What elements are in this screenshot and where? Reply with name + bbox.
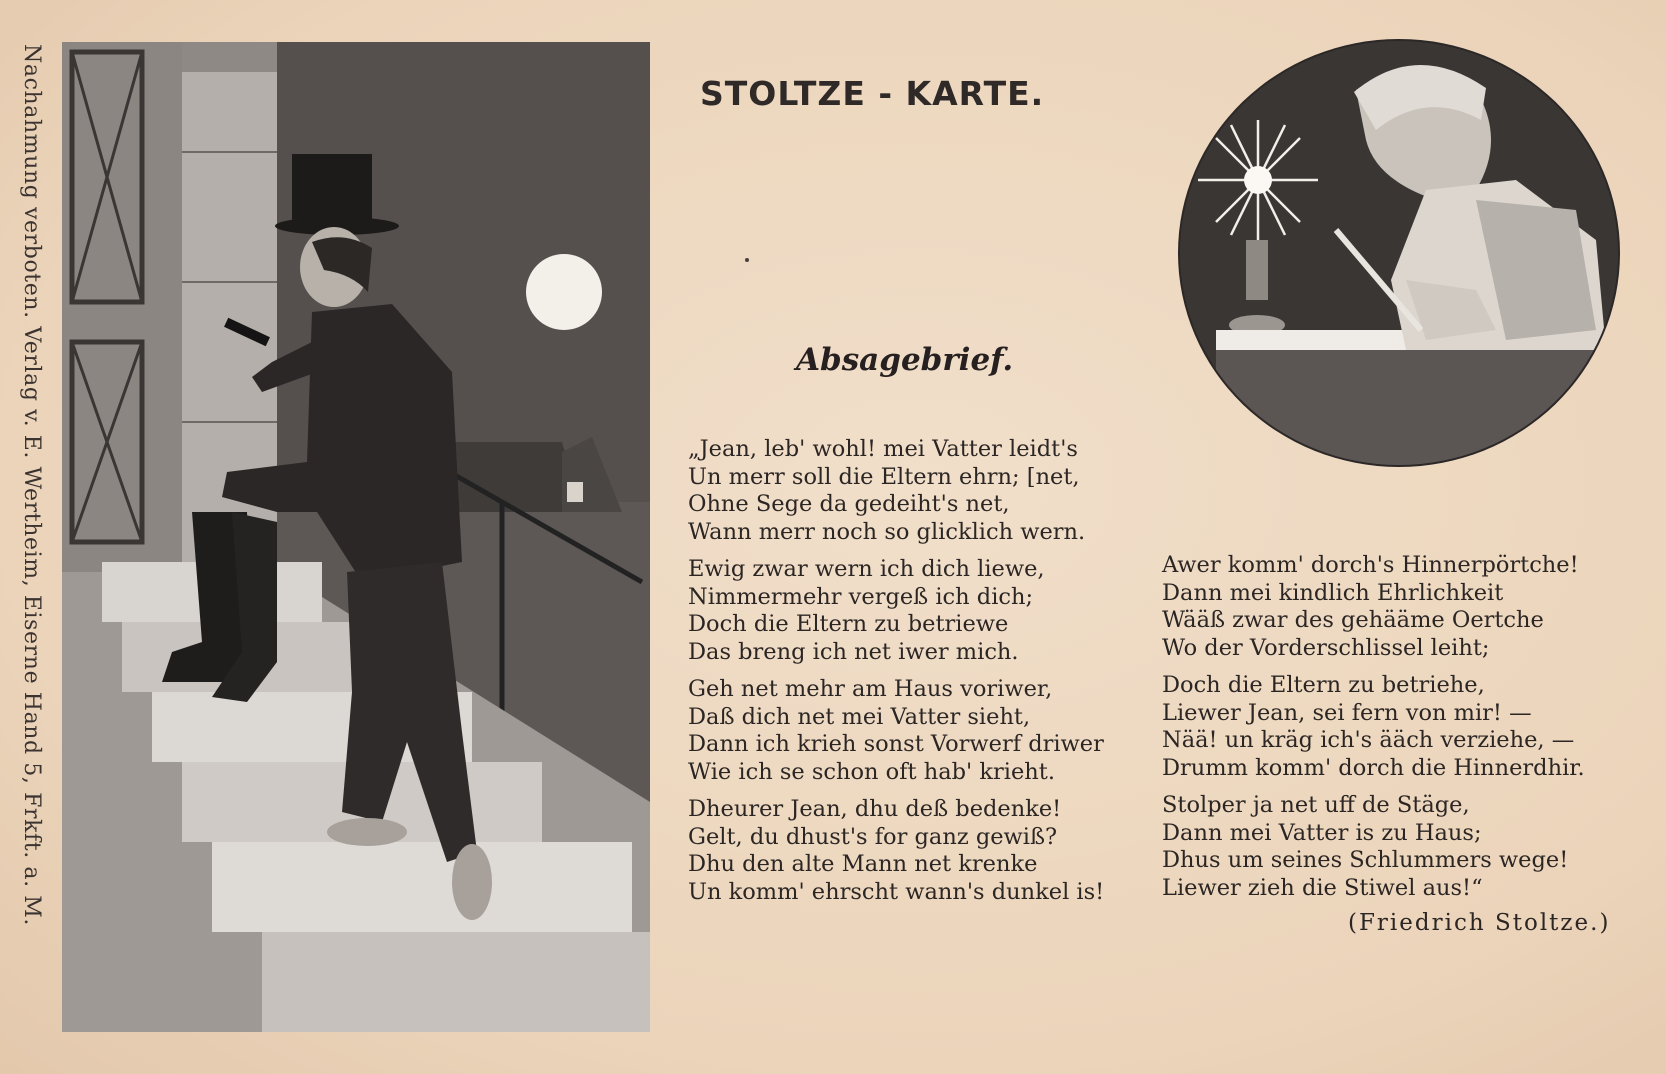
author-signature: (Friedrich Stoltze.) xyxy=(1348,910,1611,936)
poem-line: Awer komm' dorch's Hinnerpörtche! xyxy=(1162,552,1579,578)
poem-line: Wo der Vorderschlissel leiht; xyxy=(1162,634,1490,661)
poem-line: Das breng ich net iwer mich. xyxy=(688,638,1019,665)
poem-line: Geh net mehr am Haus voriwer, xyxy=(688,676,1053,702)
poem-line: Dann mei Vatter is zu Haus; xyxy=(1162,819,1482,846)
poem-column-left xyxy=(688,436,1158,916)
poem-line: Dann mei kindlich Ehrlichkeit xyxy=(1162,579,1504,606)
poem-line: Doch die Eltern zu betriewe xyxy=(688,611,1009,637)
poem-line: Dhus um seines Schlummers wege! xyxy=(1162,847,1569,873)
poem-line: Liewer Jean, sei fern von mir! — xyxy=(1162,699,1532,726)
poem-title: Absagebrief. xyxy=(796,342,1014,378)
card-title: STOLTZE - KARTE. xyxy=(700,74,1045,113)
poem-line: Dhu den alte Mann net krenke xyxy=(688,851,1038,877)
poem-line: Ohne Sege da gedeiht's net, xyxy=(688,491,1010,517)
poem-line: Ewig zwar wern ich dich liewe, xyxy=(688,556,1045,582)
poem-line: Doch die Eltern zu betriehe, xyxy=(1162,672,1485,698)
stanza-4 xyxy=(688,796,1158,906)
paper-speck xyxy=(745,258,749,262)
stanza-2 xyxy=(688,556,1158,666)
poem-line: Stolper ja net uff de Stäge, xyxy=(1162,792,1470,818)
publisher-notice: Nachahmung verboten. Verlag v. E. Wertheim, Eiserne Hand 5, Frkft. a. M. xyxy=(19,44,44,927)
poem-line: Daß dich net mei Vatter sieht, xyxy=(688,703,1031,730)
poem-line: Nää! un kräg ich's ääch verziehe, — xyxy=(1162,727,1575,753)
poem-line: Nimmermehr vergeß ich dich; xyxy=(688,583,1034,610)
poem-line: „Jean, leb' wohl! mei Vatter leidt's xyxy=(688,436,1078,462)
poem-line: Dann ich krieh sonst Vorwerf driwer xyxy=(688,731,1104,757)
stanza-7 xyxy=(1162,792,1642,902)
poem-column-right xyxy=(1162,552,1642,912)
poem-line: Un komm' ehrscht wann's dunkel is! xyxy=(688,878,1105,905)
stanza-1 xyxy=(688,436,1158,546)
poem-line: Wie ich se schon oft hab' krieht. xyxy=(688,758,1055,785)
illustration-woman-writing xyxy=(1176,30,1622,476)
poem-line: Dheurer Jean, dhu deß bedenke! xyxy=(688,796,1062,822)
poem-line: Drumm komm' dorch die Hinnerdhir. xyxy=(1162,754,1585,781)
stanza-6 xyxy=(1162,672,1642,782)
moon xyxy=(526,254,602,330)
poem-line: Wann merr noch so glicklich wern. xyxy=(688,518,1086,545)
poem-line: Liewer zieh die Stiwel aus!“ xyxy=(1162,874,1483,901)
poem-line: Wääß zwar des gehääme Oertche xyxy=(1162,607,1544,633)
illustration-man-on-stairs xyxy=(62,42,650,1032)
stanza-3 xyxy=(688,676,1158,786)
poem-line: Gelt, du dhust's for ganz gewiß? xyxy=(688,823,1058,850)
stanza-5 xyxy=(1162,552,1642,662)
poem-line: Un merr soll die Eltern ehrn; [net, xyxy=(688,463,1080,490)
